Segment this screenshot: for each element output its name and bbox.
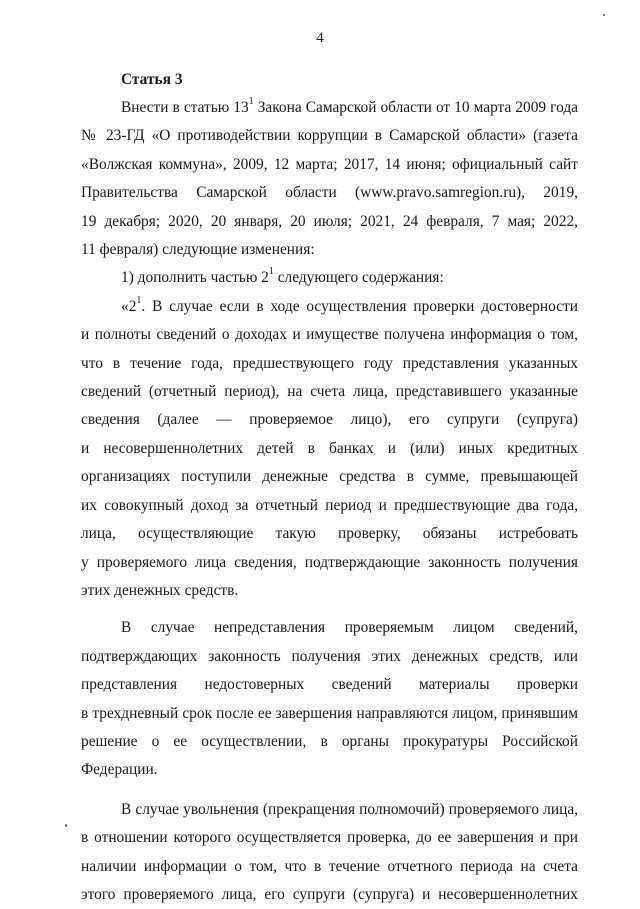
intro-line-3: «Волжская коммуна», 2009, 12 марта; 2017, 14 июня; официальный сайт — [81, 155, 578, 173]
part-2-1-line-3: что в течение года, предшествующего году представления указанных — [81, 354, 578, 372]
part-2-1-line-8: их совокупный доход за отчетный период и предшествующие два года, — [81, 496, 578, 514]
part-2-1-line-7: организациях поступили денежные средства в сумме, превышающей — [81, 468, 578, 486]
dismissal-paragraph — [81, 796, 578, 909]
article-heading: Статья 3 — [121, 71, 183, 88]
intro-line-6: 11 февраля) следующие изменения: — [81, 241, 315, 259]
document-body — [81, 66, 578, 909]
part-2-1-line-9: лица, осуществляющие такую проверку, обязаны истребовать — [81, 525, 578, 543]
non-submission-line-2: подтверждающих законность получения этих денежных средств, или — [81, 647, 578, 665]
dismissal-line-4: этого проверяемого лица, его супруги (супруга) и несовершеннолетних — [81, 885, 578, 903]
non-submission-line-4: в трехдневный срок после ее завершения направляются лицом, принявшим — [81, 704, 578, 722]
dismissal-line-3: наличии информации о том, что в течение отчетного периода на счета — [81, 857, 578, 875]
non-submission-line-6: Федерации. — [81, 761, 158, 779]
part-2-1-line-10: у проверяемого лица сведения, подтверждающие законность получения — [81, 553, 578, 571]
intro-line-4: Правительства Самарской области (www.pravo.samregion.ru), 2019, — [81, 184, 578, 202]
non-submission-line-3: представления недостоверных сведений материалы проверки — [81, 676, 578, 694]
page-number: 4 — [316, 30, 324, 46]
part-2-1-paragraph — [81, 293, 578, 605]
dismissal-line-1: В случае увольнения (прекращения полномочий) проверяемого лица, — [121, 800, 578, 818]
part-2-1-line-11: этих денежных средств. — [81, 581, 239, 599]
part-2-1-line-2: и полноты сведений о доходах и имуществе получена информация о том, — [81, 326, 578, 344]
non-submission-line-5: решение о ее осуществлении, в органы прокуратуры Российской — [81, 732, 578, 750]
intro-line-1: Внести в статью $13^1$ Закона Самарской области от 10 марта 2009 года — [121, 95, 578, 116]
non-submission-paragraph — [81, 614, 578, 784]
part-2-1-line-5: сведения (далее — проверяемое лицо), его супруги (супруга) — [81, 411, 578, 429]
item-1-line: 1) дополнить частью $2^1$ следующего содержания: — [121, 266, 444, 287]
intro-line-2: № 23-ГД «О противодействии коррупции в Самарской области» (газета — [81, 127, 578, 145]
part-2-1-line-1: «$2^1$. В случае если в ходе осуществления проверки достоверности — [121, 294, 578, 315]
intro-paragraph — [81, 94, 578, 264]
part-2-1-line-4: сведений (отчетный период), на счета лица, представившего указанные — [81, 383, 578, 401]
intro-line-5: 19 декабря; 2020, 20 января, 20 июля; 2021, 24 февраля, 7 мая; 2022, — [81, 212, 578, 230]
dismissal-line-2: в отношении которого осуществляется проверка, до ее завершения и при — [81, 829, 578, 847]
part-2-1-line-6: и несовершеннолетних детей в банках и (или) иных кредитных — [81, 439, 578, 457]
non-submission-line-1: В случае непредставления проверяемым лицом сведений, — [121, 619, 578, 637]
scan-speck — [603, 14, 605, 16]
scan-speck — [65, 824, 67, 827]
item-1-paragraph — [81, 264, 578, 292]
